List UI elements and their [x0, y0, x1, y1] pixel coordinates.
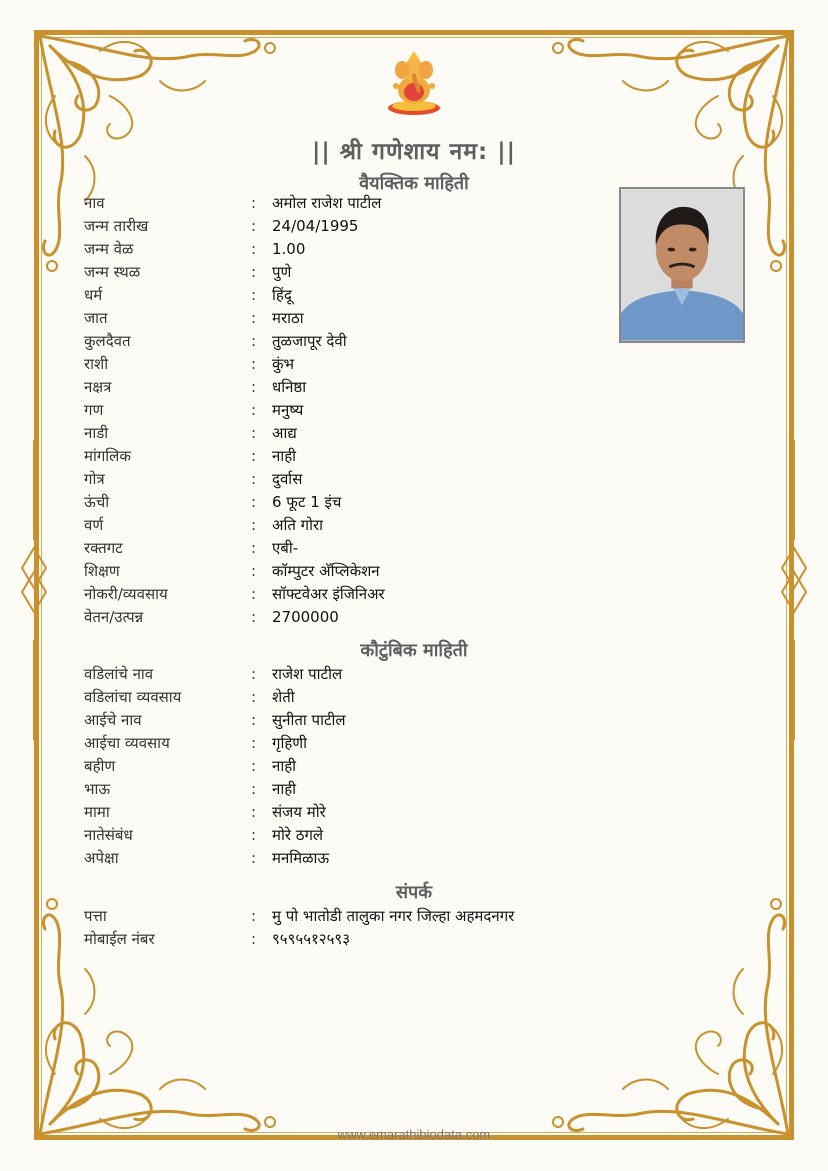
- field-value: सॉफ्टवेअर इंजिनिअर: [272, 585, 385, 603]
- separator: :: [251, 217, 257, 235]
- field-value: अमोल राजेश पाटील: [272, 194, 382, 212]
- separator: :: [251, 665, 257, 683]
- field-label: राशी: [84, 355, 109, 373]
- field-label: कुलदैवत: [84, 332, 131, 350]
- separator: :: [251, 516, 257, 534]
- separator: :: [251, 757, 257, 775]
- field-value: ९५९५५१२५९३: [272, 930, 351, 948]
- family-section-title: कौटुंबिक माहिती: [360, 640, 468, 661]
- separator: :: [251, 803, 257, 821]
- field-label: जन्म तारीख: [84, 217, 149, 235]
- field-label: धर्म: [84, 286, 103, 304]
- separator: :: [251, 711, 257, 729]
- field-label: वडिलांचे नाव: [84, 665, 154, 683]
- field-value: मोरे ठगले: [272, 826, 324, 844]
- field-label: नोकरी/व्यवसाय: [84, 585, 168, 603]
- field-label: रक्तगट: [84, 539, 123, 557]
- separator: :: [251, 470, 257, 488]
- field-label: नाव: [84, 194, 105, 212]
- field-label: शिक्षण: [84, 562, 120, 580]
- field-value: नाही: [272, 757, 297, 775]
- footer-website: www.emarathibiodata.com: [337, 1127, 491, 1142]
- field-value: मराठा: [272, 309, 304, 327]
- separator: :: [251, 447, 257, 465]
- field-label: गण: [84, 401, 104, 419]
- separator: :: [251, 539, 257, 557]
- field-value: मु पो भातोडी तालुका नगर जिल्हा अहमदनगर: [272, 907, 515, 925]
- field-label: नक्षत्र: [84, 378, 112, 396]
- field-label: आईचे नाव: [84, 711, 142, 729]
- field-value: अति गोरा: [272, 516, 324, 534]
- field-label: आईचा व्यवसाय: [84, 734, 170, 752]
- field-value: सुनीता पाटील: [272, 711, 346, 729]
- separator: :: [251, 263, 257, 281]
- field-value: नाही: [272, 780, 297, 798]
- field-label: बहीण: [84, 757, 116, 775]
- separator: :: [251, 907, 257, 925]
- field-label: वर्ण: [84, 516, 104, 534]
- field-label: नाडी: [84, 424, 109, 442]
- field-label: गोत्र: [84, 470, 105, 488]
- field-label: अपेक्षा: [84, 849, 119, 867]
- separator: :: [251, 734, 257, 752]
- separator: :: [251, 309, 257, 327]
- separator: :: [251, 493, 257, 511]
- separator: :: [251, 585, 257, 603]
- field-label: जात: [84, 309, 108, 327]
- ganesha-icon: [384, 50, 444, 116]
- field-value: 2700000: [272, 608, 339, 626]
- field-label: मोबाईल नंबर: [84, 930, 155, 948]
- person-photo-icon: [621, 189, 743, 341]
- field-label: भाऊ: [84, 780, 111, 798]
- field-label: नातेसंबंध: [84, 826, 133, 844]
- field-label: जन्म वेळ: [84, 240, 134, 258]
- field-value: दुर्वास: [272, 470, 303, 488]
- field-label: जन्म स्थळ: [84, 263, 141, 281]
- field-value: एबी-: [272, 539, 299, 557]
- field-label: मांगलिक: [84, 447, 131, 465]
- field-value: नाही: [272, 447, 297, 465]
- field-label: वडिलांचा व्यवसाय: [84, 688, 182, 706]
- field-value: गृहिणी: [272, 734, 308, 752]
- field-label: वेतन/उत्पन्न: [84, 608, 144, 626]
- field-label: पत्ता: [84, 907, 107, 925]
- field-value: 24/04/1995: [272, 217, 359, 235]
- field-value: हिंदू: [272, 286, 292, 304]
- separator: :: [251, 401, 257, 419]
- field-value: मनमिळाऊ: [272, 849, 330, 867]
- field-value: आद्य: [272, 424, 297, 442]
- contact-section-title: संपर्क: [395, 882, 433, 903]
- separator: :: [251, 424, 257, 442]
- profile-photo: [619, 187, 745, 343]
- field-label: मामा: [84, 803, 110, 821]
- separator: :: [251, 930, 257, 948]
- field-value: कॉम्पुटर अ‍ॅप्लिकेशन: [272, 562, 380, 580]
- separator: :: [251, 688, 257, 706]
- field-value: धनिष्ठा: [272, 378, 307, 396]
- separator: :: [251, 286, 257, 304]
- separator: :: [251, 194, 257, 212]
- field-value: पुणे: [272, 263, 292, 281]
- separator: :: [251, 780, 257, 798]
- field-value: तुळजापूर देवी: [272, 332, 347, 350]
- separator: :: [251, 562, 257, 580]
- invocation-heading: || श्री गणेशाय नम: ||: [311, 139, 517, 165]
- separator: :: [251, 355, 257, 373]
- separator: :: [251, 608, 257, 626]
- field-value: 6 फूट 1 इंच: [272, 493, 342, 511]
- field-value: राजेश पाटील: [272, 665, 343, 683]
- field-label: ऊंची: [84, 493, 110, 511]
- separator: :: [251, 240, 257, 258]
- field-value: शेती: [272, 688, 295, 706]
- separator: :: [251, 826, 257, 844]
- field-value: कुंभ: [272, 355, 295, 373]
- field-value: संजय मोरे: [272, 803, 326, 821]
- separator: :: [251, 378, 257, 396]
- field-value: मनुष्य: [272, 401, 304, 419]
- field-value: 1.00: [272, 240, 306, 258]
- separator: :: [251, 849, 257, 867]
- personal-section-title: वैयक्तिक माहिती: [359, 173, 469, 194]
- separator: :: [251, 332, 257, 350]
